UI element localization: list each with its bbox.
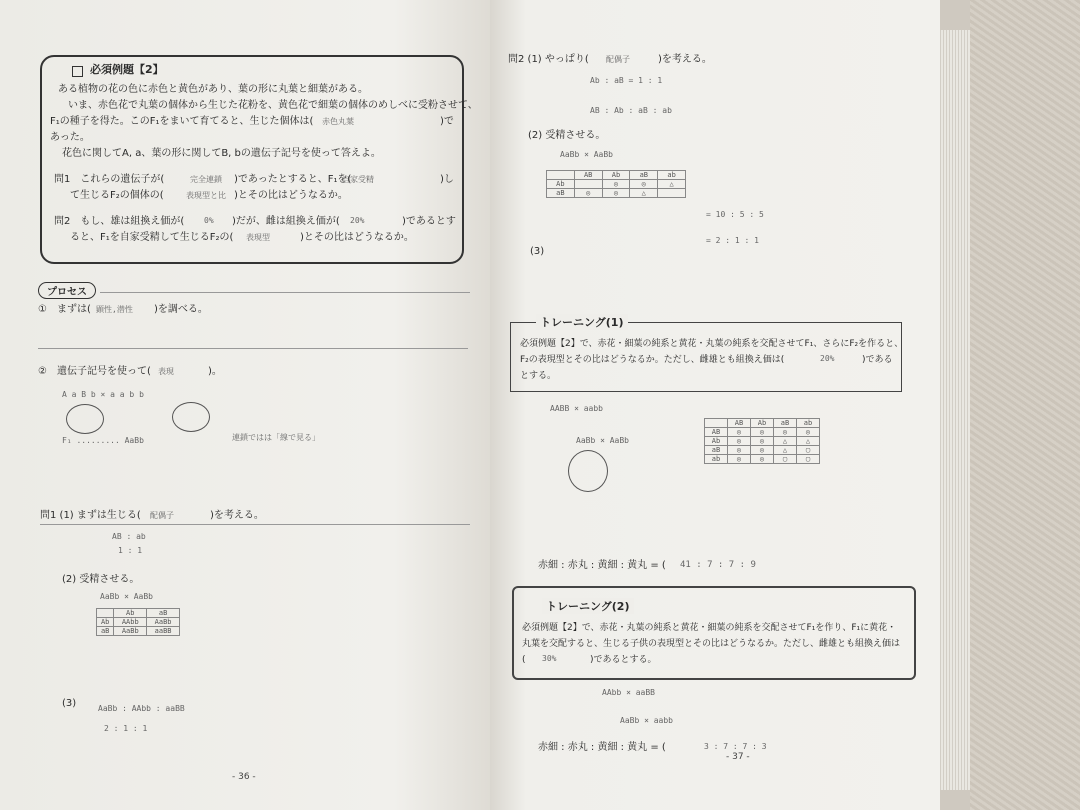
handwritten-cross3: AABB × aabb <box>550 404 603 413</box>
punnett-cell: ◎ <box>602 180 630 189</box>
punnett-cell: ◎ <box>751 446 774 455</box>
punnett-cell <box>97 609 114 618</box>
punnett-cell: ◎ <box>574 189 602 198</box>
punnett-cell: Ab <box>547 180 575 189</box>
punnett-cell: ab <box>705 455 728 464</box>
table-surface <box>970 0 1080 810</box>
handwritten-gamete-ratio: 1 : 1 <box>118 546 143 555</box>
handwritten-step1: 顕性,潜性 <box>96 305 133 314</box>
training1-line-3: とする。 <box>520 371 557 381</box>
q2-line-1b: )だが、雌は組換え価が( <box>232 216 340 227</box>
training2-line-3a: ( <box>522 655 526 665</box>
punnett-cell: AB <box>705 428 728 437</box>
right-page <box>490 0 940 810</box>
handwritten-answer2: 3 : 7 : 7 : 3 <box>704 742 767 751</box>
punnett-cell: aB <box>705 446 728 455</box>
q2-2-label: (2) 受精させる。 <box>528 130 606 141</box>
training1-line-1: 必須例題【2】で、赤花・細葉の純系と黄花・丸葉の純系を交配させてF₁、さらにF₂を作ると、 <box>520 339 904 349</box>
step2-label: ② 遺伝子記号を使って( <box>38 366 151 377</box>
punnett-cell: Ab <box>705 437 728 446</box>
handwritten-q1c: 表現型と比 <box>186 191 226 200</box>
punnett-cell: Ab <box>751 419 774 428</box>
punnett-cell: ◎ <box>728 428 751 437</box>
punnett-cell: ab <box>658 171 686 180</box>
punnett-cell: ▢ <box>774 455 797 464</box>
punnett-cell: Ab <box>602 171 630 180</box>
punnett-cell: ◎ <box>728 446 751 455</box>
checkbox-square-icon <box>72 66 83 77</box>
handwritten-step2: 表現 <box>158 367 174 376</box>
punnett-cell: AaBb <box>114 627 147 636</box>
mon1-2-label: (2) 受精させる。 <box>62 574 140 585</box>
punnett-cell: aB <box>97 627 114 636</box>
q1-line-1a: 問1 これらの遺伝子が( <box>54 174 165 185</box>
punnett-square-right-1 <box>546 170 686 198</box>
punnett-cell: ◎ <box>630 180 658 189</box>
punnett-cell: aB <box>630 171 658 180</box>
punnett-cell: △ <box>797 437 820 446</box>
q1-line-2b: )とその比はどうなるか。 <box>234 190 348 201</box>
handwritten-cross: AaBb × AaBb <box>560 150 613 159</box>
punnett-cell: Ab <box>97 618 114 627</box>
handwritten-ratio: = 10 : 5 : 5 <box>706 210 764 219</box>
punnett-cell: Ab <box>114 609 147 618</box>
handwritten-rate2: 30% <box>542 654 557 663</box>
training2-line-1: 必須例題【2】で、赤花・丸葉の純系と黄花・細葉の純系を交配させてF₁を作り、F₁に黄花・ <box>522 623 897 633</box>
training1-line-2: F₂の表現型とその比はどうなるか。ただし、雌雄とも組換え価は( <box>520 355 785 365</box>
punnett-cell: ◎ <box>602 189 630 198</box>
page-number-left: - 36 - <box>232 772 256 782</box>
punnett-cell: AB <box>574 171 602 180</box>
mon1-3-label: (3) <box>62 698 77 709</box>
handwritten-rate: 20% <box>820 354 835 363</box>
training2-line-2: 丸葉を交配すると、生じる子供の表現型とその比はどうなるか。ただし、雌雄とも組換え価は <box>522 639 901 649</box>
punnett-cell: △ <box>630 189 658 198</box>
process-label: プロセス <box>38 282 96 299</box>
handwritten-gametes: AB : ab <box>112 532 146 541</box>
handwritten-q2a: 0% <box>204 216 214 225</box>
q1-line-1c: )し <box>440 174 454 185</box>
punnett-cell: aB <box>547 189 575 198</box>
q2-line-1a: 問2 もし、雄は組換え価が( <box>54 216 185 227</box>
handwritten-f1line: F₁ ......... AaBb <box>62 436 144 445</box>
handwritten-cross5: AAbb × aaBB <box>602 688 655 697</box>
q2-1-label-b: )を考える。 <box>658 54 712 65</box>
punnett-cell: ◎ <box>751 428 774 437</box>
example-line-5: 花色に関してA, a、葉の形に関してB, bの遺伝子記号を使って答えよ。 <box>62 148 381 159</box>
example-line-3: F₁の種子を得た。このF₁をまいて育てると、生じた個体は( <box>50 116 314 127</box>
example-line-3b: )で <box>440 116 454 127</box>
q1-line-2a: て生じるF₂の個体の( <box>70 190 164 201</box>
handwritten-q2c: 表現型 <box>246 233 270 242</box>
training2-line-3b: )であるとする。 <box>590 655 657 665</box>
punnett-cell: △ <box>658 180 686 189</box>
handwritten-ratio2: = 2 : 1 : 1 <box>706 236 759 245</box>
training1-answer-label: 赤細 : 赤丸 : 黄細 : 黄丸 = ( <box>538 560 666 571</box>
training1-line-2b: )である <box>862 355 893 365</box>
handwritten-mon1: 配偶子 <box>150 511 174 520</box>
handwritten-cross6: AaBb × aabb <box>620 716 673 725</box>
q2-3-label: (3) <box>530 246 545 257</box>
punnett-cell: AB <box>728 419 751 428</box>
punnett-square-left <box>96 608 180 636</box>
punnett-cell: ◎ <box>797 428 820 437</box>
step1-label: ① まずは( <box>38 304 91 315</box>
mon1-1-label: 問1 (1) まずは生じる( <box>40 510 141 521</box>
example-title: 必須例題【2】 <box>90 63 164 76</box>
step2-label-b: )。 <box>208 366 222 377</box>
example-line-2: いま、赤色花で丸葉の個体から生じた花粉を、黄色花で細葉の個体のめしべに受粉させて、 <box>68 100 478 111</box>
handwritten-cross1: A a B b × a a b b <box>62 390 144 399</box>
mon1-1-label-b: )を考える。 <box>210 510 264 521</box>
process-rule <box>100 292 470 293</box>
punnett-cell: ▢ <box>797 455 820 464</box>
handwritten-q2b: 20% <box>350 216 365 225</box>
handwritten-ratio3: AaBb : AAbb : aaBB <box>98 704 185 713</box>
punnett-cell: aB <box>147 609 180 618</box>
handwritten-answer1: 41 : 7 : 7 : 9 <box>680 560 756 570</box>
punnett-cell: AAbb <box>114 618 147 627</box>
handwritten-q2-1: 配偶子 <box>606 55 630 64</box>
punnett-cell <box>658 189 686 198</box>
punnett-cell: ◎ <box>728 437 751 446</box>
q1-line-1b: )であったとすると、F₁を( <box>234 174 352 185</box>
training2-answer-label: 赤細 : 赤丸 : 黄細 : 黄丸 = ( <box>538 742 666 753</box>
punnett-cell <box>705 419 728 428</box>
punnett-cell: AaBb <box>147 618 180 627</box>
punnett-cell: △ <box>774 446 797 455</box>
q2-line-2b: )とその比はどうなるか。 <box>300 232 414 243</box>
handwritten-ratio3b: 2 : 1 : 1 <box>104 724 148 733</box>
handwritten-cross4: AaBb × AaBb <box>576 436 629 445</box>
step1-rule <box>38 348 468 349</box>
example-line-1: ある植物の花の色に赤色と黄色があり、葉の形に丸葉と細葉がある。 <box>58 84 368 95</box>
q2-line-1c: )であるとす <box>402 216 456 227</box>
punnett-cell: ◎ <box>774 428 797 437</box>
punnett-cell: aaBB <box>147 627 180 636</box>
training1-title: トレーニング(1) <box>536 314 628 330</box>
punnett-cell <box>574 180 602 189</box>
punnett-cell: ab <box>797 419 820 428</box>
punnett-cell: ◎ <box>728 455 751 464</box>
chromosome-circle-3 <box>568 450 608 492</box>
punnett-cell: ◎ <box>751 455 774 464</box>
punnett-cell <box>547 171 575 180</box>
training2-title: トレーニング(2) <box>542 598 634 614</box>
chromosome-circle-1 <box>66 404 104 434</box>
punnett-cell: ◎ <box>751 437 774 446</box>
example-line-4: あった。 <box>50 132 90 143</box>
q2-line-2a: ると、F₁を自家受精して生じるF₂の( <box>70 232 234 243</box>
handwritten-note: 連鎖ではは「線で見る」 <box>232 433 320 442</box>
handwritten-cross2: AaBb × AaBb <box>100 592 153 601</box>
chromosome-circle-2 <box>172 402 210 432</box>
punnett-cell: △ <box>774 437 797 446</box>
q2-1-label: 問2 (1) やっぱり( <box>508 54 589 65</box>
left-page <box>0 0 492 810</box>
punnett-cell: aB <box>774 419 797 428</box>
page-number-right: - 37 - <box>726 752 750 762</box>
step1-label-b: )を調べる。 <box>154 304 208 315</box>
punnett-cell: ▢ <box>797 446 820 455</box>
handwritten-q1b: 自家受精 <box>342 175 374 184</box>
handwritten-gam2: AB : Ab : aB : ab <box>590 106 672 115</box>
handwritten-f1: 赤色丸葉 <box>322 117 354 126</box>
handwritten-q1a: 完全連鎖 <box>190 175 222 184</box>
page-stack-edge <box>938 30 970 790</box>
handwritten-gam1: Ab : aB = 1 : 1 <box>590 76 663 85</box>
mon1-rule <box>40 524 470 525</box>
punnett-square-right-2 <box>704 418 820 464</box>
